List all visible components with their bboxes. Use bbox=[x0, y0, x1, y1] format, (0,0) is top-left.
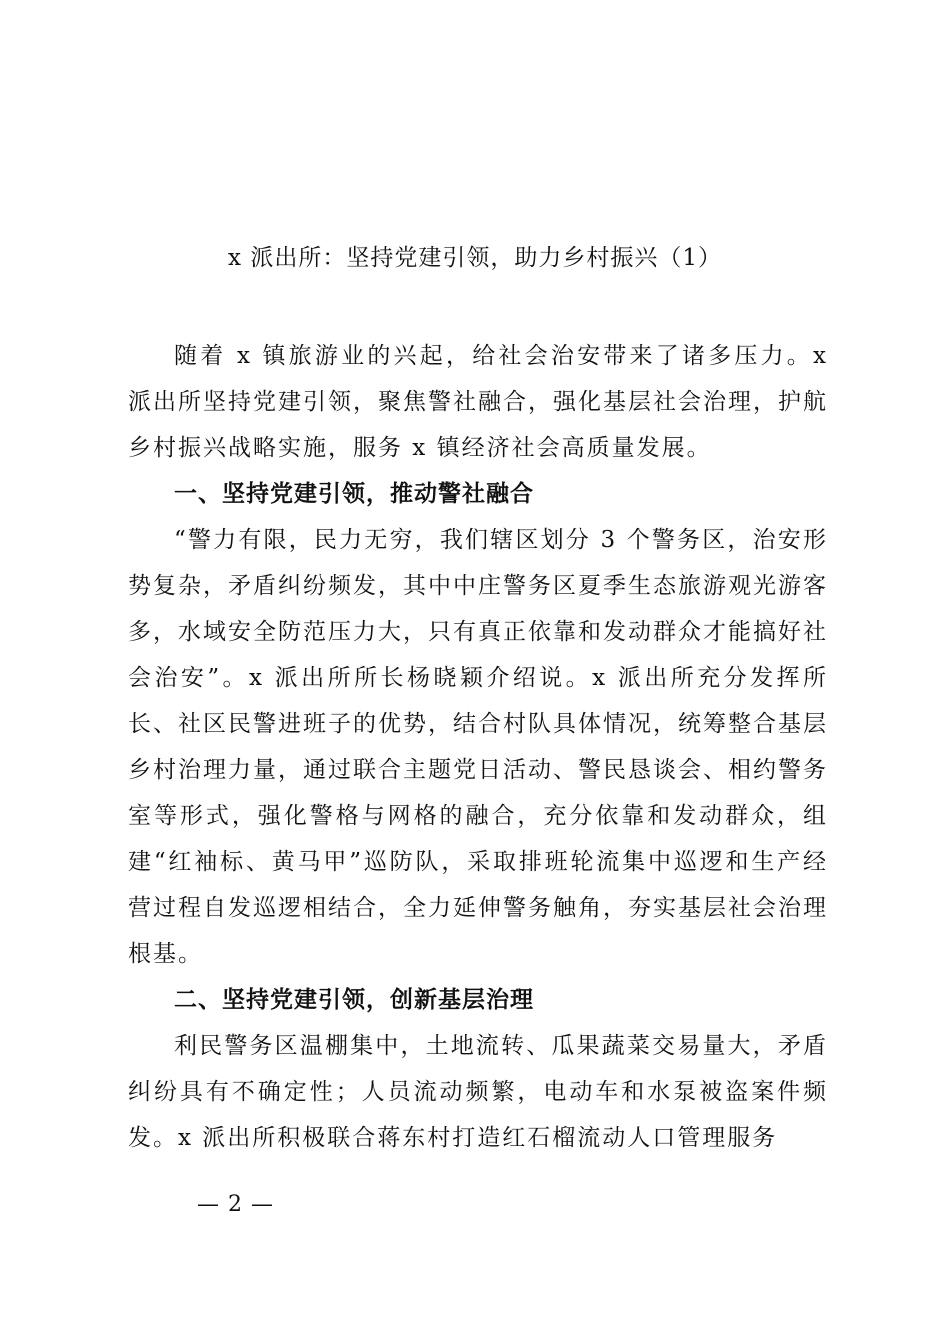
page-number: — 2 — bbox=[197, 1192, 274, 1217]
section-heading-2: 二、坚持党建引领，创新基层治理 bbox=[174, 987, 534, 1013]
section-heading-1: 一、坚持党建引领，推动警社融合 bbox=[174, 481, 534, 507]
paragraph-intro: 随着 x 镇旅游业的兴起，给社会治安带来了诸多压力。x 派出所坚持党建引领，聚焦警社融合，强化基层社会治理，护航乡村振兴战略实施，服务 x 镇经济社会高质量发展。 bbox=[128, 343, 828, 461]
paragraph-section-1: “警力有限，民力无穷，我们辖区划分 3 个警务区，治安形势复杂，矛盾纠纷频发，其中中庄警务区夏季生态旅游观光游客多，水域安全防范压力大，只有真正依靠和发动群众才能搞好社会治安”。x 派出所所长杨晓颖介绍说。x 派出所充分发挥所长、社区民警进班子的优势，结合村队具体情况，统筹整合基层乡村治理力量，通过联合主题党日活动、警民恳谈会、相约警务室等形式，强化警格与网格的融合，充分依靠和发动群众，组建“红袖标、黄马甲”巡防队，采取排班轮流集中巡逻和生产经营过程自发巡逻相结合，全力延伸警务触角，夯实基层社会治理根基。 bbox=[128, 527, 828, 967]
paragraph-section-2: 利民警务区温棚集中，土地流转、瓜果蔬菜交易量大，矛盾纠纷具有不确定性；人员流动频繁，电动车和水泵被盗案件频发。x 派出所积极联合蒋东村打造红石榴流动人口管理服务 bbox=[128, 1033, 828, 1151]
document-body bbox=[128, 333, 828, 1161]
document-title: x 派出所：坚持党建引领，助力乡村振兴（1） bbox=[228, 245, 722, 271]
